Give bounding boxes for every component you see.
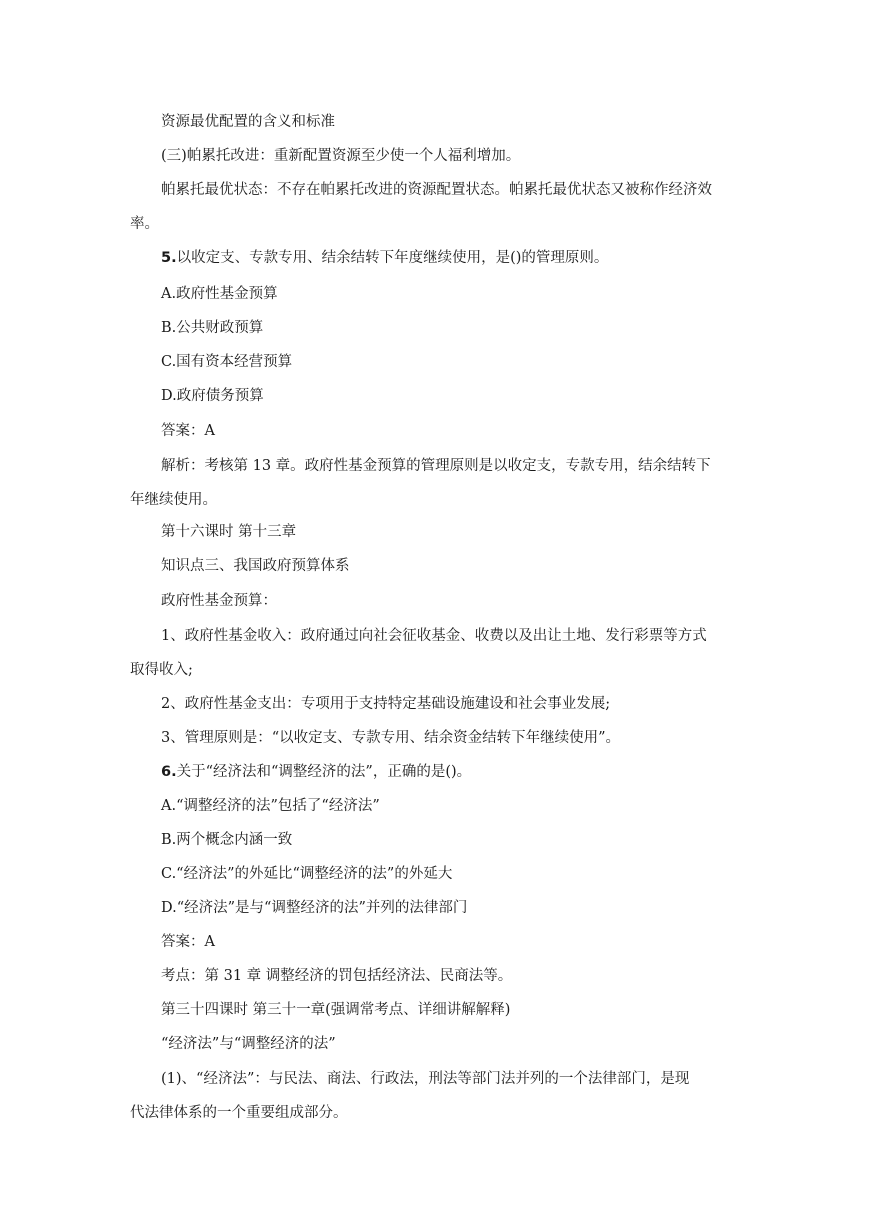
- paragraph: 2、政府性基金支出：专项用于支持特定基础设施建设和社会事业发展;: [161, 696, 611, 712]
- option-d: D.“经济法”是与“调整经济的法”并列的法律部门: [161, 900, 468, 916]
- question-text: 以收定支、专款专用、结余结转下年度继续使用，是()的管理原则。: [176, 250, 609, 266]
- question-number: 5.: [161, 250, 177, 266]
- paragraph-continuation: 取得收入;: [130, 662, 193, 678]
- paragraph: 帕累托最优状态：不存在帕累托改进的资源配置状态。帕累托最优状态又被称作经济效: [161, 182, 712, 198]
- option-c: C.国有资本经营预算: [161, 354, 293, 370]
- knowledge-point: 知识点三、我国政府预算体系: [161, 558, 350, 574]
- paragraph: (1)、“经济法”：与民法、商法、行政法，刑法等部门法并列的一个法律部门，是现: [161, 1071, 690, 1087]
- paragraph-continuation: 代法律体系的一个重要组成部分。: [130, 1105, 348, 1121]
- answer: 答案：A: [161, 934, 215, 950]
- lesson-heading: 第十六课时 第十三章: [161, 524, 297, 540]
- comparison-heading: “经济法”与“调整经济的法”: [161, 1036, 336, 1052]
- lesson-heading: 第三十四课时 第三十一章(强调常考点、详细讲解解释): [161, 1002, 511, 1018]
- paragraph: 政府性基金预算：: [161, 593, 277, 609]
- option-d: D.政府债务预算: [161, 388, 264, 404]
- section-heading: 资源最优配置的含义和标准: [161, 114, 335, 130]
- question-6: [161, 762, 471, 782]
- question-number: 6.: [161, 764, 177, 780]
- answer: 答案：A: [161, 423, 215, 439]
- option-b: B.公共财政预算: [161, 320, 264, 336]
- option-a: A.政府性基金预算: [161, 286, 278, 302]
- explanation-continuation: 年继续使用。: [130, 492, 217, 508]
- paragraph: 1、政府性基金收入：政府通过向社会征收基金、收费以及出让土地、发行彩票等方式: [161, 628, 707, 644]
- option-b: B.两个概念内涵一致: [161, 832, 293, 848]
- question-5: [161, 248, 608, 268]
- paragraph: 3、管理原则是：“以收定支、专款专用、结余资金结转下年继续使用”。: [161, 730, 621, 746]
- paragraph: (三)帕累托改进：重新配置资源至少使一个人福利增加。: [161, 148, 521, 164]
- question-text: 关于“经济法和“调整经济的法”，正确的是()。: [176, 764, 472, 780]
- option-c: C.“经济法”的外延比“调整经济的法”的外延大: [161, 866, 453, 882]
- exam-point: 考点：第 31 章 调整经济的罚包括经济法、民商法等。: [161, 968, 513, 984]
- explanation: 解析：考核第 13 章。政府性基金预算的管理原则是以收定支，专款专用，结余结转下: [161, 458, 711, 474]
- option-a: A.“调整经济的法”包括了“经济法”: [161, 798, 380, 814]
- paragraph-continuation: 率。: [130, 216, 159, 232]
